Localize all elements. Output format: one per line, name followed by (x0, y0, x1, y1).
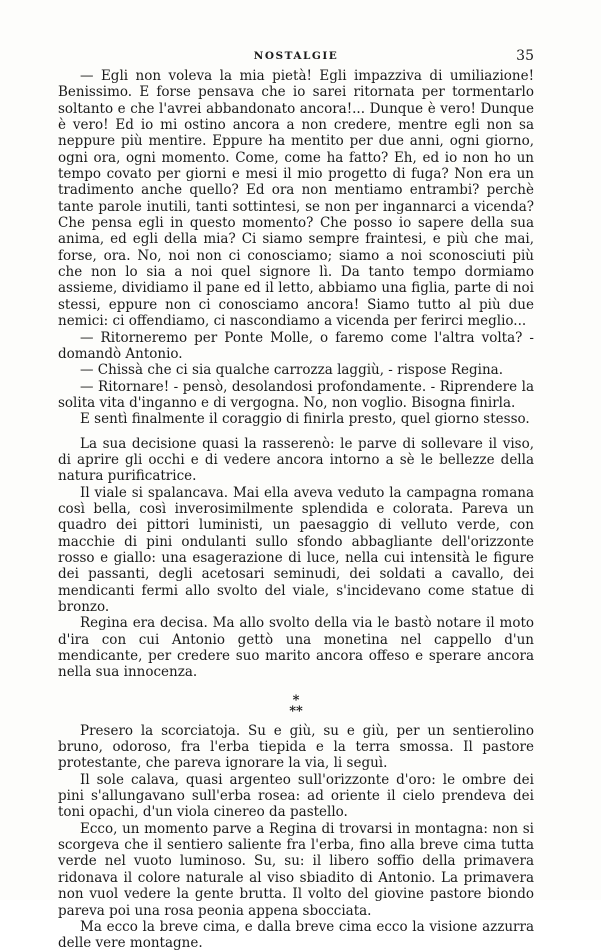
paragraph: Il viale si spalancava. Mai ella aveva veduto la campagna romana così bella, così inverosimilmente splendida e colorata. Pareva un quadro dei pittori luministi, un paesaggio di velluto verde, con macchie di pini ondulanti sullo sfondo abbagliante dell'orizzonte rosso e giallo: una esagerazione di luce, nella cui intensità le figure dei passanti, degli acetosari seminudi, dei soldati a cavallo, dei mendicanti fermi allo svolto del viale, s'incidevano come statue di bronzo. (58, 484, 534, 615)
page-number: 35 (516, 48, 534, 64)
paragraph: Il sole calava, quasi argenteo sull'orizzonte d'oro: le ombre dei pini s'allungavano sull'erba rosea: ad oriente il cielo prendeva dei toni opachi, d'un viola cinereo da pastello. (58, 771, 534, 821)
section-break-bottom: ** (289, 703, 303, 719)
paragraph: La sua decisione quasi la rasserenò: le parve di sollevare il viso, di aprire gli occhi e di vedere ancora intorno a sè le bellezze della natura purificatrice. (58, 435, 534, 485)
paragraph: Ma ecco la breve cima, e dalla breve cima ecco la visione azzurra delle vere montagne. (58, 918, 534, 952)
paragraph: — Ritornare! - pensò, desolandosi profondamente. - Riprendere la solita vita d'inganno e di vergogna. No, non voglio. Bisogna finirla. (58, 378, 534, 411)
paragraph: — Ritorneremo per Ponte Molle, o faremo come l'altra volta? - domandò Antonio. (58, 329, 534, 362)
page-header (58, 50, 534, 68)
paragraph: — Chissà che ci sia qualche carrozza laggiù, - rispose Regina. (80, 362, 503, 379)
running-title: NOSTALGIE (253, 50, 339, 62)
paragraph: Regina era decisa. Ma allo svolto della via le bastò notare il moto d'ira con cui Antonio gettò una monetina nel cappello d'un mendicante, per credere suo marito ancora offeso e sperare ancora nella sua innocenza. (58, 615, 534, 681)
body-text (58, 68, 534, 952)
section-break (58, 692, 534, 719)
paragraph: — Egli non voleva la mia pietà! Egli impazziva di umiliazione! Benissimo. E forse pensava che io sarei ritornata per tormentarlo soltanto e che l'avrei abbandonato ancora!... Dunque è vero! Dunque è vero! Ed io mi ostino ancora a non credere, mentre egli non sa neppure più mentire. Eppure ha mentito per due anni, ogni giorno, ogni ora, ogni momento. Come, come ha fatto? Eh, ed io non ho un tempo covato per giorni e mesi il mio progetto di fuga? Non era un tradimento anche quello? Ed ora non mentiamo entrambi? perchè tante parole inutili, tanti sottintesi, se non per ingannarci a vicenda? Che pensa egli in questo momento? Che posso io sapere della sua anima, ed egli della mia? Ci siamo sempre fraintesi, e più che mai, forse, ora. No, noi non ci conosciamo; siamo a noi sconosciuti più che non lo sia a noi quel signore lì. Da tanto tempo dormiamo assieme, dividiamo il pane ed il letto, abbiamo una figlia, parte di noi stessi, eppure non ci conosciamo ancora! Siamo tutto al più due nemici: ci offendiamo, ci nascondiamo a vicenda per ferirci meglio... (58, 68, 534, 330)
paragraph: E sentì finalmente il coraggio di finirla presto, quel giorno stesso. (80, 411, 530, 428)
paragraph: Presero la scorciatoja. Su e giù, su e giù, per un sentierolino bruno, odoroso, fra l'erba tiepida e la terra smossa. Il pastore protestante, che pareva ignorare la via, li seguì. (58, 722, 534, 772)
paragraph: Ecco, un momento parve a Regina di trovarsi in montagna: non si scorgeva che il sentiero saliente fra l'erba, fino alla breve cima tutta verde nel vuoto luminoso. Su, su: il libero soffio della primavera ridonava il colore naturale al viso sbiadito di Antonio. La primavera non vuol vedere la gente brutta. Il volto del giovine pastore biondo pareva poi una rosa peonia appena sbocciata. (58, 820, 534, 919)
section-break-top: * (292, 692, 300, 708)
